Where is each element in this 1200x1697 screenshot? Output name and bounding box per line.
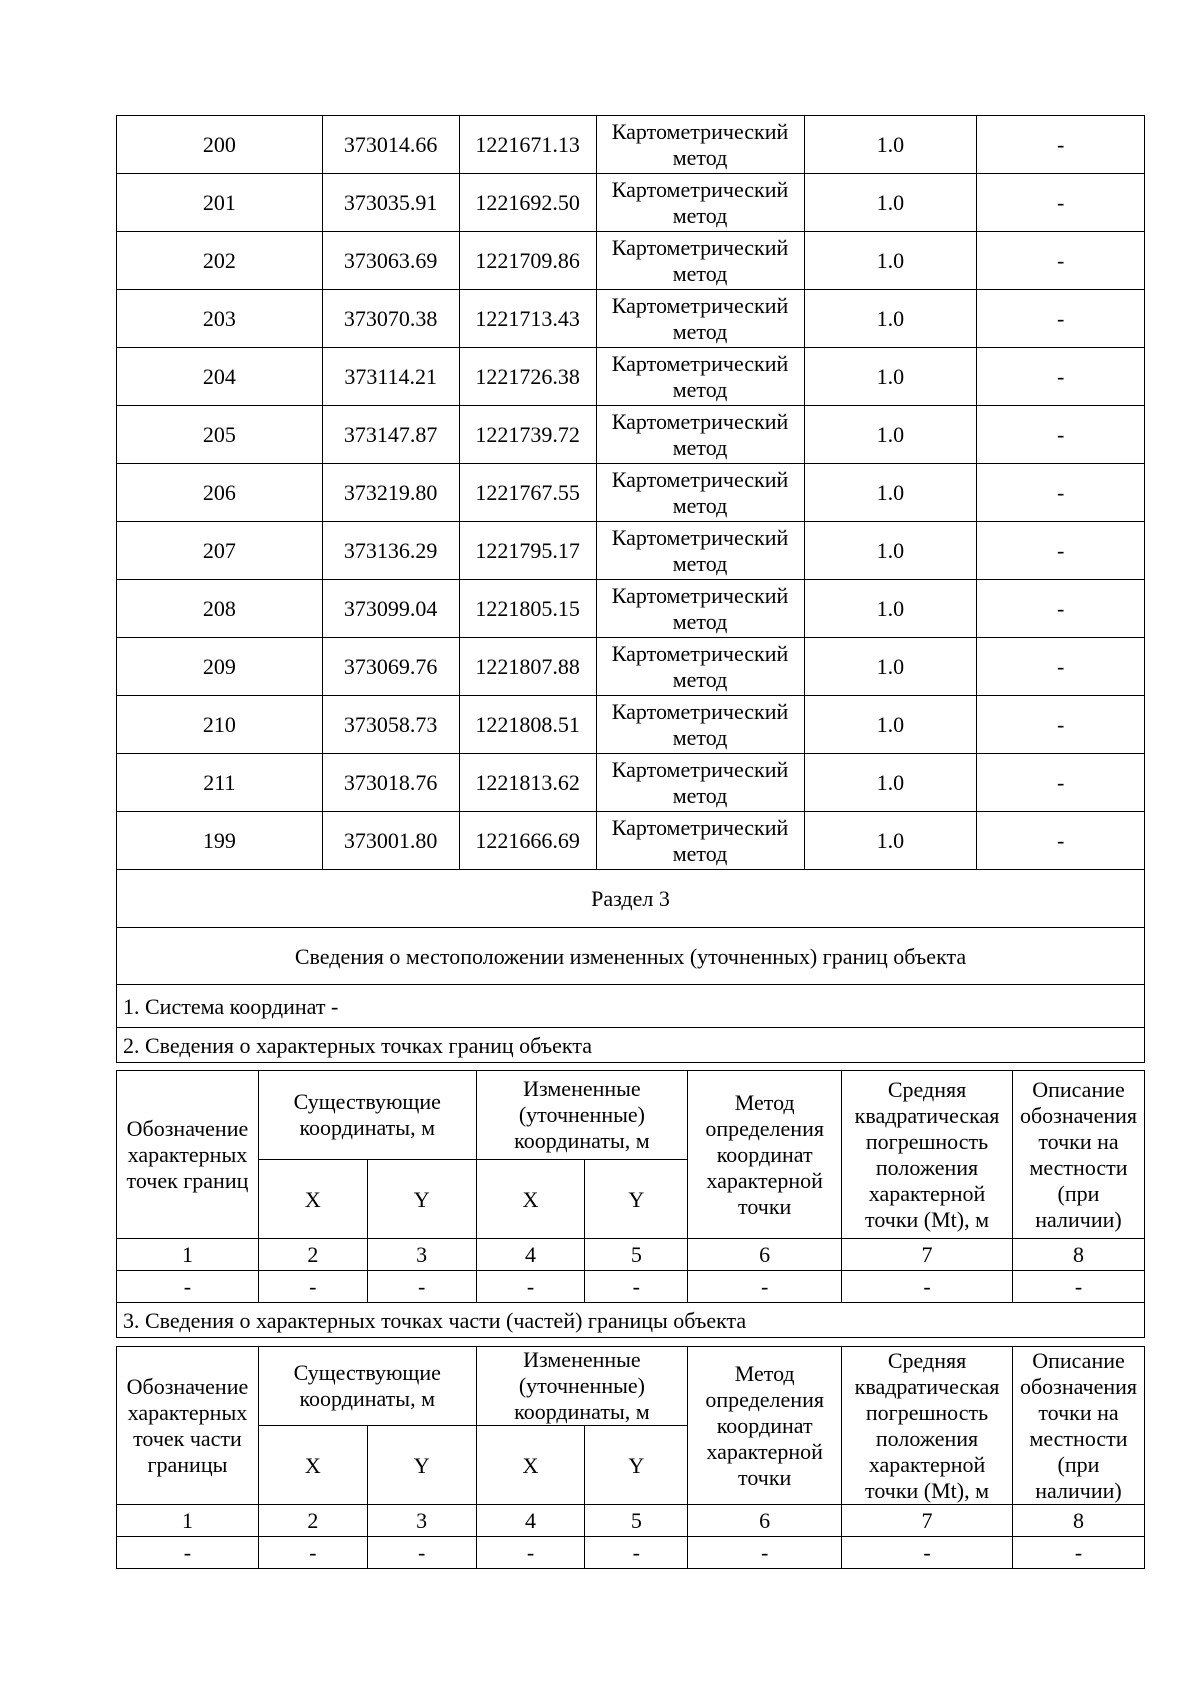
method-line: метод: [672, 840, 728, 866]
point-description: -: [977, 348, 1145, 406]
method-line: метод: [672, 550, 728, 576]
method-line: метод: [672, 144, 728, 170]
column-number: 2: [258, 1239, 367, 1271]
coord-x: 373058.73: [322, 696, 459, 754]
col-existing-header: Существующие координаты, м: [258, 1347, 476, 1426]
point-number: 204: [117, 348, 323, 406]
empty-cell: -: [367, 1271, 476, 1303]
empty-cell: -: [258, 1271, 367, 1303]
accuracy-value: 1.0: [804, 116, 977, 174]
table-row: [117, 348, 1145, 406]
method-line: Картометрический: [611, 524, 789, 550]
method-line: Картометрический: [611, 118, 789, 144]
coord-y: 1221666.69: [459, 812, 596, 870]
coord-x: 373001.80: [322, 812, 459, 870]
method-line: Картометрический: [611, 292, 789, 318]
method-line: метод: [672, 666, 728, 692]
coord-y: 1221726.38: [459, 348, 596, 406]
table-row: [117, 1537, 1145, 1569]
method-line: Картометрический: [611, 640, 789, 666]
point-number: 208: [117, 580, 323, 638]
point-description: -: [977, 174, 1145, 232]
accuracy-value: 1.0: [804, 348, 977, 406]
empty-cell: -: [1012, 1537, 1144, 1569]
method-cell: [596, 290, 804, 348]
column-number: 2: [258, 1505, 367, 1537]
point-number: 211: [117, 754, 323, 812]
empty-cell: -: [842, 1271, 1013, 1303]
coord-x: 373035.91: [322, 174, 459, 232]
point-description: -: [977, 696, 1145, 754]
coord-y: 1221709.86: [459, 232, 596, 290]
coord-y: 1221795.17: [459, 522, 596, 580]
col-changed-header: Измененные (уточненные) координаты, м: [476, 1347, 688, 1426]
point-number: 203: [117, 290, 323, 348]
empty-cell: -: [258, 1537, 367, 1569]
section-subtitle: Сведения о местоположении измененных (уточненных) границ объекта: [117, 928, 1145, 985]
method-cell: [596, 638, 804, 696]
point-description: -: [977, 406, 1145, 464]
changed-y-header: Y: [585, 1426, 688, 1505]
empty-cell: -: [476, 1271, 585, 1303]
method-line: Картометрический: [611, 698, 789, 724]
characteristic-points-heading: 2. Сведения о характерных точках границ объекта: [117, 1028, 1145, 1063]
table-row: [117, 174, 1145, 232]
coord-y: 1221671.13: [459, 116, 596, 174]
method-cell: [596, 812, 804, 870]
coord-x: 373069.76: [322, 638, 459, 696]
method-line: Картометрический: [611, 466, 789, 492]
point-number: 210: [117, 696, 323, 754]
coord-y: 1221805.15: [459, 580, 596, 638]
method-cell: [596, 696, 804, 754]
method-cell: [596, 522, 804, 580]
table-row: [117, 464, 1145, 522]
column-number: 4: [476, 1505, 585, 1537]
method-line: метод: [672, 202, 728, 228]
point-description: -: [977, 638, 1145, 696]
changed-x-header: X: [476, 1160, 585, 1239]
method-cell: [596, 464, 804, 522]
boundary-points-table: [116, 1070, 1145, 1338]
accuracy-value: 1.0: [804, 290, 977, 348]
method-line: Картометрический: [611, 176, 789, 202]
point-number: 199: [117, 812, 323, 870]
coord-y: 1221767.55: [459, 464, 596, 522]
empty-cell: -: [1012, 1271, 1144, 1303]
point-description: -: [977, 116, 1145, 174]
col-method-header: Метод определения координат характерной точки: [688, 1347, 842, 1505]
column-number: 4: [476, 1239, 585, 1271]
method-cell: [596, 754, 804, 812]
section3-header: [117, 870, 1145, 1063]
point-description: -: [977, 812, 1145, 870]
point-description: -: [977, 290, 1145, 348]
point-number: 200: [117, 116, 323, 174]
method-line: Картометрический: [611, 756, 789, 782]
coord-x: 373018.76: [322, 754, 459, 812]
table-row: [117, 290, 1145, 348]
method-cell: [596, 348, 804, 406]
point-description: -: [977, 232, 1145, 290]
table-row: [117, 1271, 1145, 1303]
column-number: 6: [688, 1505, 842, 1537]
col-accuracy-header: Средняя квадратическая погрешность положения характерной точки (Mt), м: [842, 1347, 1013, 1505]
empty-cell: -: [476, 1537, 585, 1569]
section-title: Раздел 3: [117, 870, 1145, 928]
method-line: метод: [672, 434, 728, 460]
method-cell: [596, 174, 804, 232]
col-description-header: Описание обозначения точки на местности (при наличии): [1012, 1071, 1144, 1239]
accuracy-value: 1.0: [804, 580, 977, 638]
col-changed-header: Измененные (уточненные) координаты, м: [476, 1071, 688, 1160]
empty-cell: -: [117, 1537, 259, 1569]
changed-y-header: Y: [585, 1160, 688, 1239]
column-number: 8: [1012, 1239, 1144, 1271]
coord-x: 373114.21: [322, 348, 459, 406]
empty-cell: -: [585, 1271, 688, 1303]
table-row: [117, 580, 1145, 638]
coord-y: 1221739.72: [459, 406, 596, 464]
coord-x: 373099.04: [322, 580, 459, 638]
existing-x-header: X: [258, 1426, 367, 1505]
empty-cell: -: [367, 1537, 476, 1569]
column-number: 3: [367, 1505, 476, 1537]
method-cell: [596, 116, 804, 174]
empty-cell: -: [688, 1271, 842, 1303]
coord-y: 1221692.50: [459, 174, 596, 232]
method-line: Картометрический: [611, 408, 789, 434]
coord-x: 373219.80: [322, 464, 459, 522]
coord-y: 1221807.88: [459, 638, 596, 696]
column-number: 7: [842, 1239, 1013, 1271]
point-description: -: [977, 754, 1145, 812]
col-existing-header: Существующие координаты, м: [258, 1071, 476, 1160]
table-row: [117, 116, 1145, 174]
coord-x: 373014.66: [322, 116, 459, 174]
point-description: -: [977, 580, 1145, 638]
coord-y: 1221813.62: [459, 754, 596, 812]
table-row: [117, 638, 1145, 696]
point-number: 209: [117, 638, 323, 696]
existing-y-header: Y: [367, 1160, 476, 1239]
coord-x: 373070.38: [322, 290, 459, 348]
column-number: 3: [367, 1239, 476, 1271]
col-designation-header: Обозначение характерных точек части границы: [117, 1347, 259, 1505]
method-line: метод: [672, 376, 728, 402]
method-line: метод: [672, 782, 728, 808]
accuracy-value: 1.0: [804, 174, 977, 232]
table-row: [117, 522, 1145, 580]
column-number: 7: [842, 1505, 1013, 1537]
empty-cell: -: [842, 1537, 1013, 1569]
accuracy-value: 1.0: [804, 754, 977, 812]
method-cell: [596, 232, 804, 290]
method-line: метод: [672, 318, 728, 344]
empty-cell: -: [688, 1537, 842, 1569]
point-description: -: [977, 522, 1145, 580]
method-cell: [596, 406, 804, 464]
column-numbers-row: [117, 1505, 1145, 1537]
table-row: [117, 754, 1145, 812]
column-number: 1: [117, 1239, 259, 1271]
table-row: [117, 406, 1145, 464]
column-number: 6: [688, 1239, 842, 1271]
accuracy-value: 1.0: [804, 812, 977, 870]
method-line: метод: [672, 608, 728, 634]
point-number: 205: [117, 406, 323, 464]
empty-cell: -: [117, 1271, 259, 1303]
accuracy-value: 1.0: [804, 638, 977, 696]
table-row: [117, 812, 1145, 870]
coord-x: 373136.29: [322, 522, 459, 580]
points-table: [116, 115, 1145, 1063]
column-numbers-row: [117, 1239, 1145, 1271]
col-description-header: Описание обозначения точки на местности (при наличии): [1012, 1347, 1144, 1505]
method-line: метод: [672, 492, 728, 518]
point-number: 207: [117, 522, 323, 580]
method-line: Картометрический: [611, 350, 789, 376]
point-number: 201: [117, 174, 323, 232]
accuracy-value: 1.0: [804, 464, 977, 522]
point-description: -: [977, 464, 1145, 522]
col-accuracy-header: Средняя квадратическая погрешность положения характерной точки (Mt), м: [842, 1071, 1013, 1239]
point-number: 202: [117, 232, 323, 290]
column-number: 1: [117, 1505, 259, 1537]
column-number: 8: [1012, 1505, 1144, 1537]
col-method-header: Метод определения координат характерной точки: [688, 1071, 842, 1239]
column-number: 5: [585, 1239, 688, 1271]
empty-cell: -: [585, 1537, 688, 1569]
method-cell: [596, 580, 804, 638]
method-line: Картометрический: [611, 234, 789, 260]
method-line: Картометрический: [611, 582, 789, 608]
accuracy-value: 1.0: [804, 232, 977, 290]
changed-x-header: X: [476, 1426, 585, 1505]
points-table-body: [117, 116, 1145, 870]
coord-y: 1221713.43: [459, 290, 596, 348]
table-row: [117, 696, 1145, 754]
table-row: [117, 232, 1145, 290]
accuracy-value: 1.0: [804, 696, 977, 754]
method-line: Картометрический: [611, 814, 789, 840]
accuracy-value: 1.0: [804, 406, 977, 464]
existing-x-header: X: [258, 1160, 367, 1239]
column-number: 5: [585, 1505, 688, 1537]
coord-x: 373063.69: [322, 232, 459, 290]
part-points-heading: 3. Сведения о характерных точках части (частей) границы объекта: [117, 1303, 1145, 1338]
accuracy-value: 1.0: [804, 522, 977, 580]
part-points-table: [116, 1346, 1145, 1569]
method-line: метод: [672, 724, 728, 750]
coord-y: 1221808.51: [459, 696, 596, 754]
point-number: 206: [117, 464, 323, 522]
method-line: метод: [672, 260, 728, 286]
col-designation-header: Обозначение характерных точек границ: [117, 1071, 259, 1239]
coord-x: 373147.87: [322, 406, 459, 464]
coord-system-label: 1. Система координат -: [117, 985, 1145, 1028]
existing-y-header: Y: [367, 1426, 476, 1505]
